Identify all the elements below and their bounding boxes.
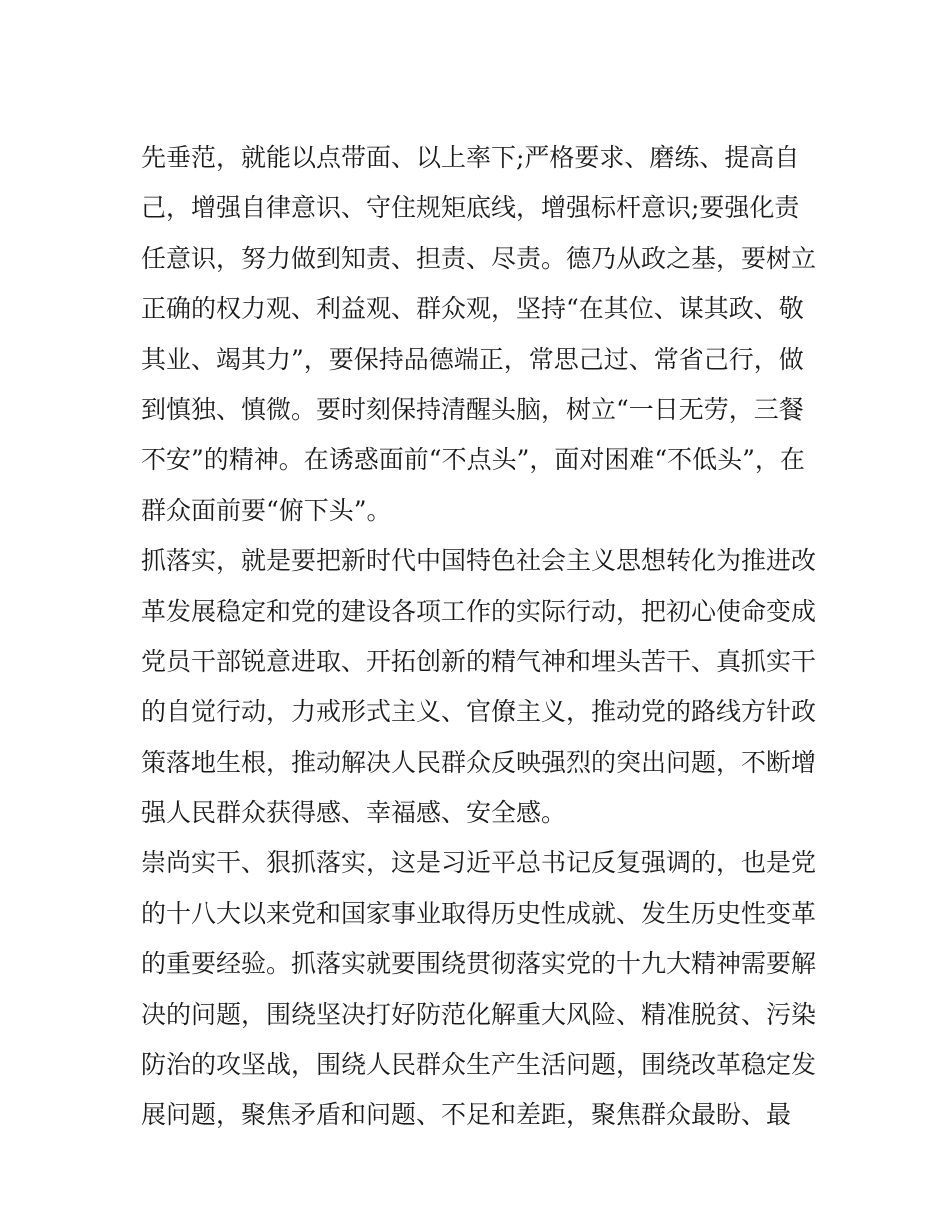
text-line: 崇尚实干、狠抓落实，这是习近平总书记反复强调的，也是党 xyxy=(141,848,817,878)
text-line: 到慎独、慎微。要时刻保持清醒头脑，树立“一日无劳，三餐 xyxy=(141,394,804,424)
text-line: 展问题，聚焦矛盾和问题、不足和差距，聚焦群众最盼、最 xyxy=(141,1100,792,1130)
text-line: 的十八大以来党和国家事业取得历史性成就、发生历史性变革 xyxy=(141,898,817,928)
text-line: 其业、竭其力”，要保持品德端正，常思己过、常省己行，做 xyxy=(141,344,804,374)
text-line: 党员干部锐意进取、开拓创新的精气神和埋头苦干、真抓实干 xyxy=(141,646,817,676)
text-line: 正确的权力观、利益观、群众观，坚持“在其位、谋其政、敬 xyxy=(141,294,804,324)
text-line: 的重要经验。抓落实就要围绕贯彻落实党的十九大精神需要解 xyxy=(141,949,817,979)
text-line: 抓落实，就是要把新时代中国特色社会主义思想转化为推进改 xyxy=(141,546,817,576)
text-line: 的自觉行动，力戒形式主义、官僚主义，推动党的路线方针政 xyxy=(141,697,817,727)
text-line: 决的问题，围绕坚决打好防范化解重大风险、精准脱贫、污染 xyxy=(141,999,817,1029)
text-line: 己，增强自律意识、守住规矩底线，增强标杆意识;要强化责 xyxy=(141,193,800,223)
text-line: 不安”的精神。在诱惑面前“不点头”，面对困难“不低头”，在 xyxy=(141,445,805,475)
text-line: 防治的攻坚战，围绕人民群众生产生活问题，围绕改革稳定发 xyxy=(141,1050,817,1080)
text-line: 策落地生根，推动解决人民群众反映强烈的突出问题，不断增 xyxy=(141,747,817,777)
text-line: 任意识，努力做到知责、担责、尽责。德乃从政之基，要树立 xyxy=(141,243,817,273)
text-line: 革发展稳定和党的建设各项工作的实际行动，把初心使命变成 xyxy=(141,596,817,626)
text-line: 群众面前要“俯下头”。 xyxy=(141,495,392,525)
text-line: 强人民群众获得感、幸福感、安全感。 xyxy=(141,798,567,828)
body-text xyxy=(141,133,821,1141)
text-line: 先垂范，就能以点带面、以上率下;严格要求、磨练、提高自 xyxy=(141,143,800,172)
